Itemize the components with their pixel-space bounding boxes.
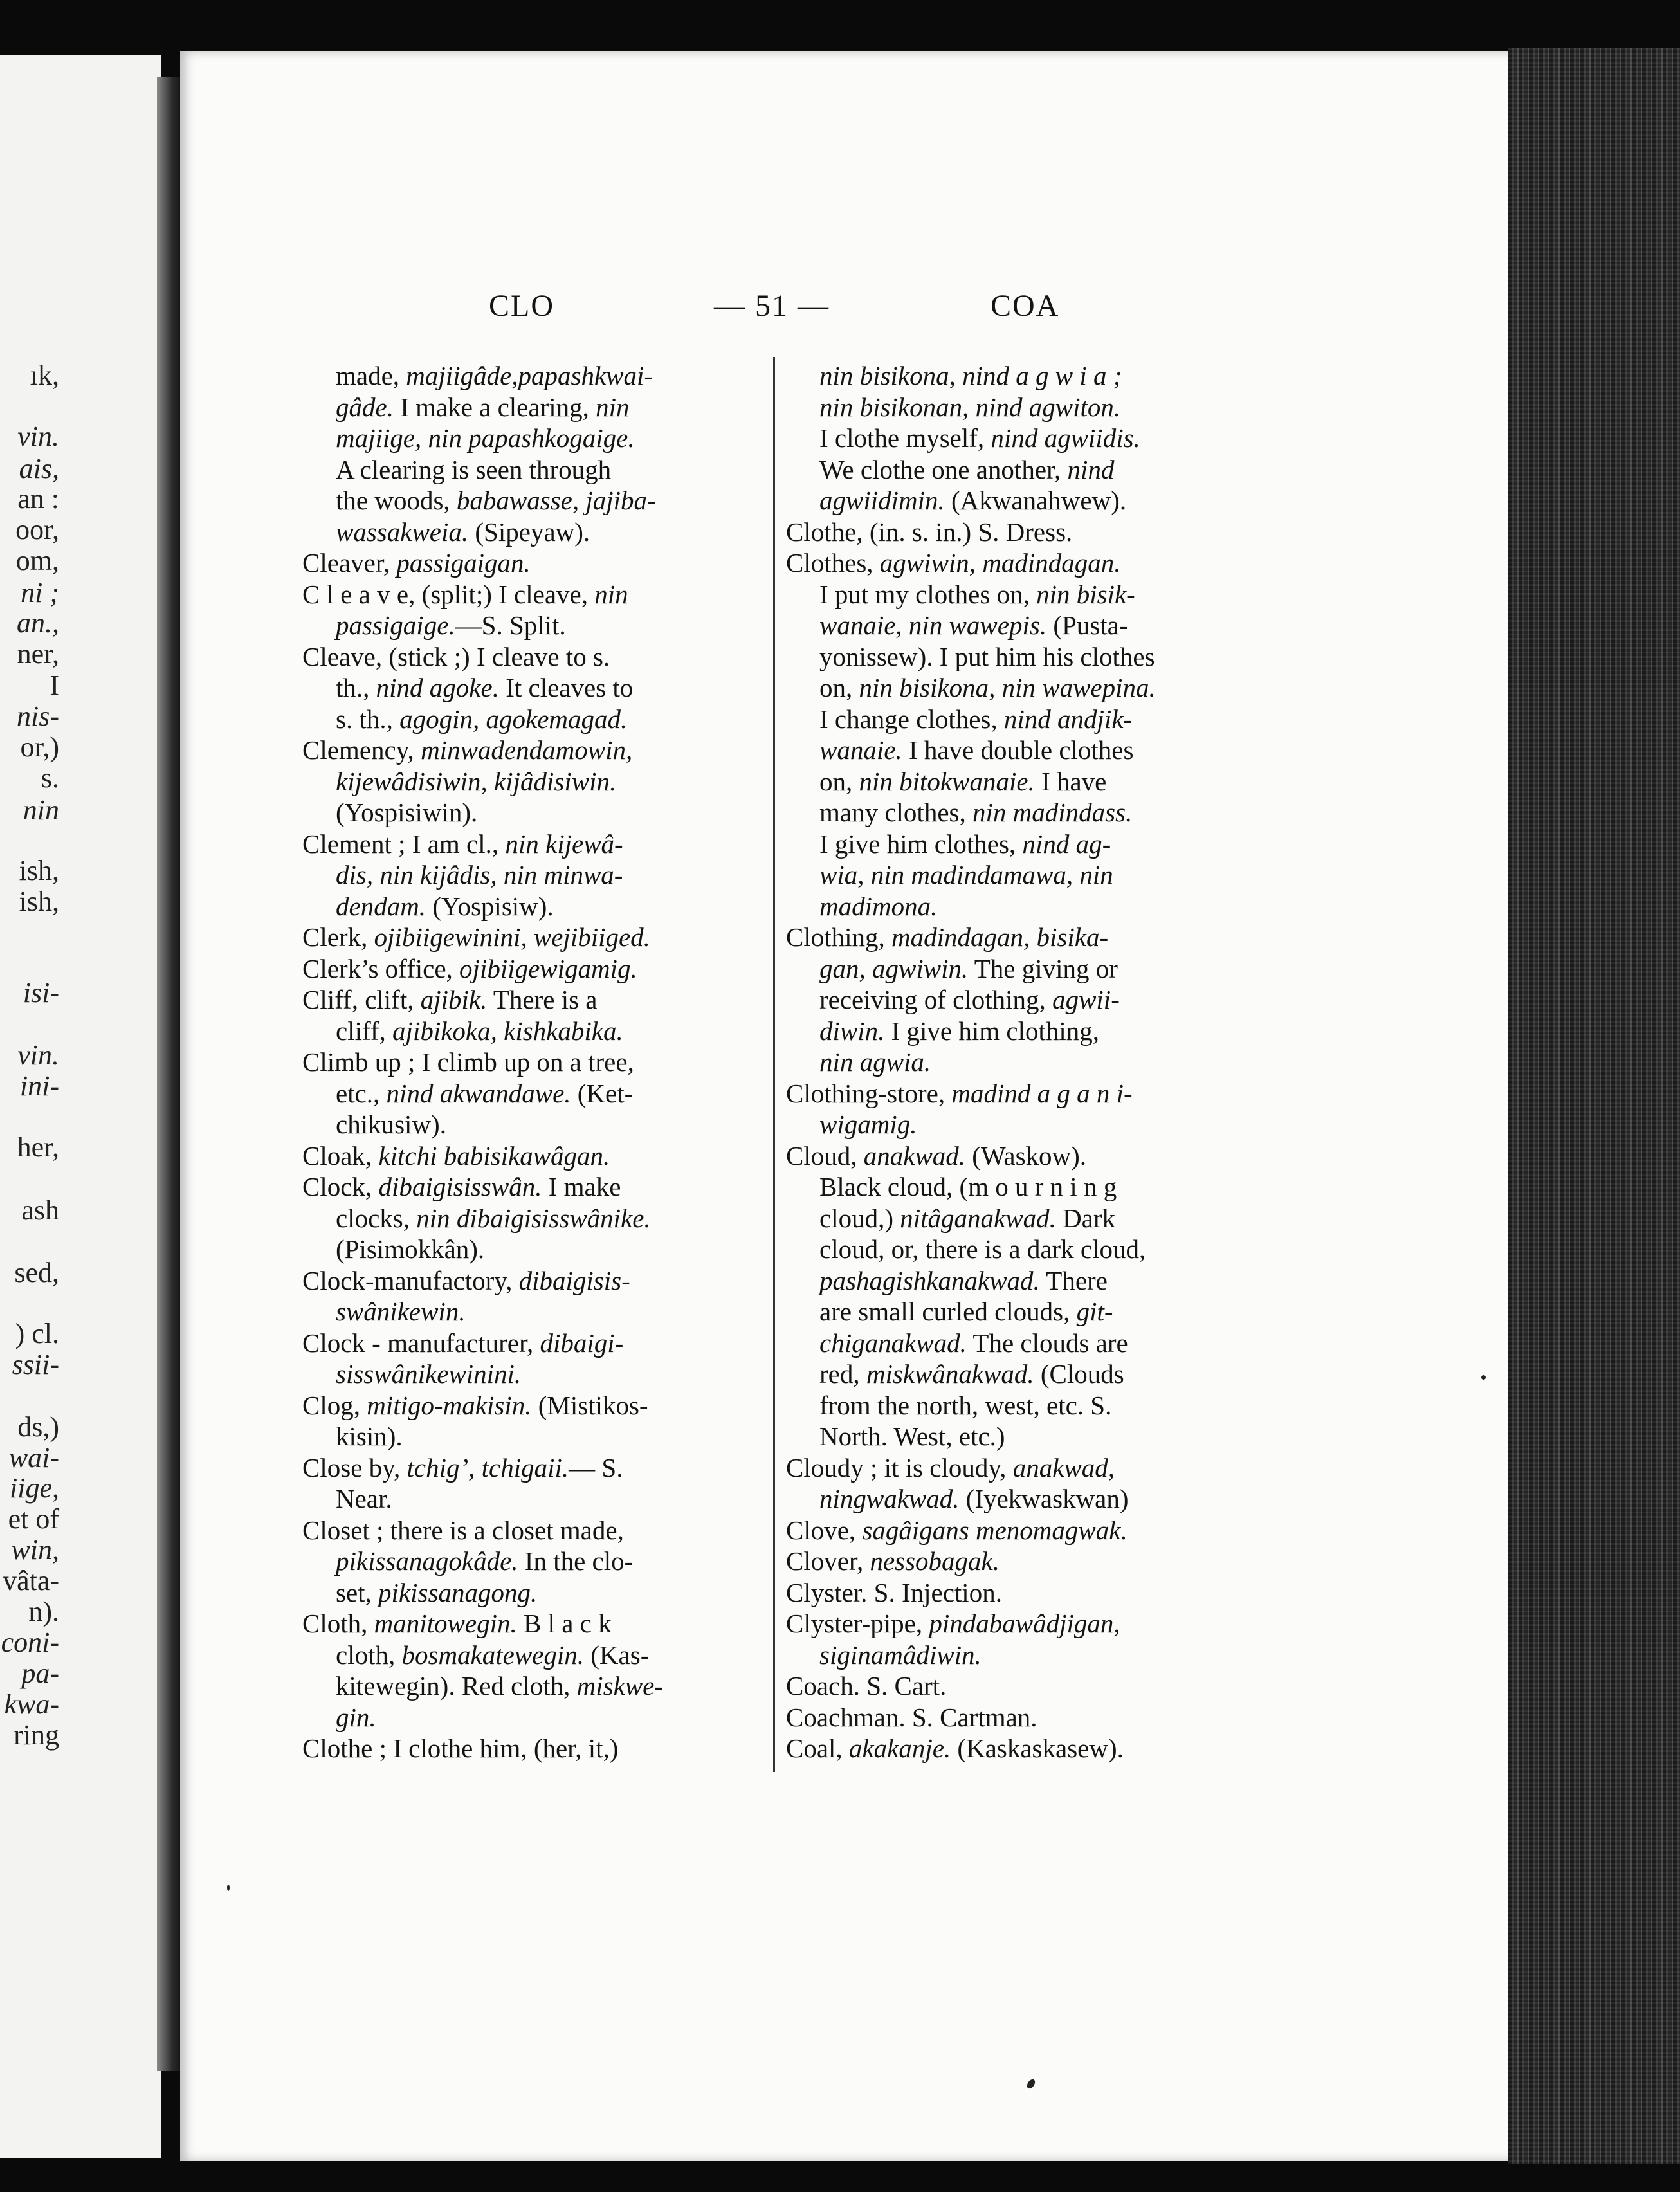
facing-page-line: her,	[17, 1131, 59, 1163]
entry-text: Black cloud, (m o u r n i n g	[819, 1172, 1117, 1201]
ojibwe-term: majiige, nin papashkogaige.	[336, 423, 635, 453]
facing-page-line: et of	[8, 1503, 59, 1535]
entry-text: There is a	[487, 985, 598, 1014]
entry-text: I have	[1034, 766, 1107, 796]
entry-line	[302, 1421, 765, 1452]
ojibwe-term: wigamig.	[819, 1110, 917, 1139]
entry-line	[302, 797, 765, 828]
entry-line	[786, 891, 1249, 922]
entry-line	[786, 579, 1249, 610]
entry-line	[302, 735, 765, 766]
facing-page-line: an.,	[17, 607, 59, 639]
facing-page-line: coni-	[1, 1627, 59, 1658]
entry-text: The giving or	[968, 953, 1118, 983]
entry-text: cliff,	[336, 1016, 393, 1046]
entry-line	[786, 392, 1249, 423]
entry-text: (Clouds	[1034, 1359, 1124, 1389]
facing-page-line: om,	[15, 545, 59, 576]
running-header	[489, 288, 1068, 327]
entry-line	[302, 828, 765, 860]
entry-text: cloud, or, there is a dark cloud,	[819, 1234, 1146, 1264]
ojibwe-term: nessobagak.	[870, 1546, 1000, 1576]
entry-line	[786, 516, 1249, 548]
facing-page-line: nis-	[17, 700, 59, 732]
entry-text: made,	[336, 361, 406, 390]
ojibwe-term: ojibiigewinini, wejibiiged.	[374, 922, 650, 952]
facing-page-line: iige,	[10, 1472, 59, 1504]
entry-text: on,	[819, 673, 859, 702]
entry-text: from the north, west, etc. S.	[819, 1390, 1112, 1420]
entry-text: s. th.,	[336, 704, 400, 734]
entry-line	[302, 1452, 765, 1484]
entry-line	[302, 392, 765, 423]
facing-page-line: wai-	[8, 1442, 59, 1474]
entry-line	[302, 1702, 765, 1733]
facing-page-line: nin	[23, 794, 59, 826]
entry-text: (Kas-	[584, 1639, 650, 1670]
entry-text: Clerk’s office,	[302, 953, 460, 983]
entry-text: Clock-manufactory,	[302, 1265, 519, 1295]
entry-text: (Pisimokkân).	[336, 1234, 485, 1264]
entry-text: Closet ; there is a closet made,	[302, 1515, 624, 1545]
facing-page-line: kwa-	[4, 1688, 59, 1720]
ink-speck	[1481, 1375, 1486, 1380]
entry-line	[786, 1577, 1249, 1609]
ojibwe-term: pikissanagokâde.	[336, 1546, 518, 1576]
page-edges	[1508, 48, 1680, 2164]
entry-line	[302, 610, 765, 641]
entry-line	[786, 360, 1249, 392]
ojibwe-term: nin bisik-	[1036, 579, 1135, 609]
entry-text: (Pusta-	[1046, 610, 1128, 640]
entry-text: (Waskow).	[965, 1140, 1087, 1171]
entry-text: Cloth,	[302, 1609, 374, 1638]
facing-page-line: isi-	[23, 977, 59, 1009]
entry-line	[786, 672, 1249, 704]
entry-text: (Mistikos-	[531, 1390, 648, 1420]
entry-line	[786, 1421, 1249, 1452]
ojibwe-term: nind andjik-	[1003, 704, 1133, 734]
entry-text: Clyster. S. Injection.	[786, 1577, 1002, 1607]
ojibwe-term: gin.	[336, 1702, 376, 1732]
entry-line	[786, 454, 1249, 486]
ojibwe-term: miskwe-	[576, 1671, 663, 1701]
facing-page-line: or,)	[20, 731, 59, 763]
entry-line	[302, 1639, 765, 1671]
ojibwe-term: anakwad.	[863, 1140, 966, 1171]
ojibwe-term: nin bisikona, nind a g w i a ;	[819, 361, 1122, 390]
entry-line	[786, 1483, 1249, 1515]
ojibwe-term: nin bisikona, nin wawepina.	[859, 673, 1156, 702]
entry-line	[786, 423, 1249, 454]
entry-line	[302, 1016, 765, 1047]
entry-text: —S. Split.	[455, 610, 566, 640]
entry-text: yonissew). I put him his clothes	[819, 641, 1155, 671]
entry-text: We clothe one another,	[819, 454, 1068, 484]
facing-page-line: pa-	[21, 1658, 59, 1689]
entry-text: — S.	[569, 1452, 623, 1483]
entry-line	[786, 1234, 1249, 1265]
facing-page-line: ni ;	[21, 577, 59, 608]
ojibwe-term: nin agwia.	[819, 1047, 931, 1077]
entry-line	[786, 984, 1249, 1016]
entry-line	[302, 423, 765, 454]
entry-text: Clock,	[302, 1172, 379, 1201]
ojibwe-term: nitâganakwad.	[900, 1203, 1056, 1233]
entry-line	[302, 1608, 765, 1639]
ojibwe-term: dis, nin kijâdis, nin minwa-	[336, 860, 623, 890]
entry-line	[786, 1140, 1249, 1172]
entry-line	[786, 1702, 1249, 1733]
entry-line	[302, 579, 765, 610]
facing-page-line: vâta-	[3, 1565, 59, 1596]
entry-line	[786, 1046, 1249, 1078]
ojibwe-term: pindabawâdjigan,	[929, 1609, 1120, 1638]
ojibwe-term: agwiwin, madindagan.	[879, 548, 1121, 578]
facing-page-line: ner,	[17, 638, 59, 670]
entry-text: I give him clothes,	[819, 828, 1023, 859]
entry-text: Clerk,	[302, 922, 374, 952]
entry-text: I make a clearing,	[393, 392, 596, 422]
entry-text: Clove,	[786, 1515, 863, 1545]
entry-line	[302, 641, 765, 673]
entry-line	[302, 1515, 765, 1546]
entry-line	[786, 1109, 1249, 1140]
ojibwe-term: diwin.	[819, 1016, 885, 1046]
ojibwe-term: akakanje.	[848, 1733, 951, 1763]
entry-text: Clothing-store,	[786, 1078, 952, 1108]
entry-text: Clog,	[302, 1390, 367, 1420]
entry-line	[302, 1296, 765, 1328]
ojibwe-term: nin	[596, 392, 630, 422]
ojibwe-term: babawasse, jajiba-	[456, 486, 656, 515]
ojibwe-term: kijewâdisiwin, kijâdisiwin.	[336, 766, 617, 796]
entry-text: Cloak,	[302, 1140, 379, 1171]
entry-text: I give him clothing,	[884, 1016, 1100, 1046]
entry-line	[302, 859, 765, 891]
entry-line	[786, 704, 1249, 735]
facing-page-line: ish,	[19, 855, 59, 886]
ojibwe-term: kitchi babisikawâgan.	[378, 1140, 610, 1171]
ojibwe-term: wia, nin madindamawa, nin	[819, 860, 1113, 890]
ojibwe-term: anakwad,	[1012, 1452, 1115, 1483]
entry-text: Clothe, (in. s. in.) S. Dress.	[786, 516, 1073, 547]
entry-line	[302, 1670, 765, 1702]
ojibwe-term: nin	[594, 579, 628, 609]
entry-line	[786, 485, 1249, 516]
entry-text: There	[1039, 1265, 1108, 1295]
ojibwe-term: siginamâdiwin.	[819, 1639, 982, 1670]
entry-line	[786, 1171, 1249, 1203]
ojibwe-term: wanaie.	[819, 735, 902, 765]
entry-line	[786, 1670, 1249, 1702]
entry-text: Coachman. S. Cartman.	[786, 1702, 1037, 1732]
entry-text: clocks,	[336, 1203, 417, 1233]
ojibwe-term: swânikewin.	[336, 1297, 466, 1326]
ojibwe-term: sisswânikewinini.	[336, 1359, 522, 1389]
entry-line	[786, 1296, 1249, 1328]
entry-text: chikusiw).	[336, 1110, 446, 1139]
entry-text: Clement ; I am cl.,	[302, 828, 506, 859]
entry-text: (Sipeyaw).	[468, 516, 590, 547]
entry-line	[302, 547, 765, 579]
ojibwe-term: nin madindass.	[972, 798, 1133, 827]
entry-line	[302, 891, 765, 922]
entry-text: Dark	[1055, 1203, 1116, 1233]
entry-line	[302, 485, 765, 516]
entry-line	[302, 704, 765, 735]
column-rule	[773, 357, 775, 1772]
entry-text: I clothe myself,	[819, 423, 991, 453]
entry-text: Climb up ; I climb up on a tree,	[302, 1047, 634, 1077]
entry-text: kitewegin). Red cloth,	[336, 1671, 577, 1701]
entry-line	[302, 984, 765, 1016]
entry-text: kisin).	[336, 1421, 403, 1451]
entry-text: Clothing,	[786, 922, 892, 952]
ojibwe-term: miskwânakwad.	[866, 1359, 1034, 1389]
ojibwe-term: nind agwiidis.	[991, 423, 1140, 453]
entry-line	[786, 1358, 1249, 1390]
entry-line	[786, 1265, 1249, 1297]
ojibwe-term: nind	[1067, 454, 1115, 484]
entry-line	[302, 1109, 765, 1140]
entry-line	[302, 1483, 765, 1515]
header-last-word: COA	[991, 289, 1060, 323]
ojibwe-term: nind akwandawe.	[386, 1078, 571, 1108]
entry-line	[302, 1171, 765, 1203]
entry-line	[302, 1546, 765, 1577]
entry-text: (Ket-	[571, 1078, 634, 1108]
facing-page-line: ring	[14, 1719, 59, 1751]
entry-line	[786, 1639, 1249, 1671]
entry-text: on,	[819, 766, 859, 796]
facing-page-line: vin.	[17, 421, 59, 452]
entry-line	[302, 454, 765, 486]
entry-line	[302, 1046, 765, 1078]
entry-text: Clyster-pipe,	[786, 1609, 929, 1638]
facing-page-line: ssii-	[12, 1349, 59, 1380]
entry-line	[786, 828, 1249, 860]
entry-text: are small curled clouds,	[819, 1297, 1077, 1326]
ojibwe-term: git-	[1076, 1297, 1113, 1326]
entry-text: Clemency,	[302, 735, 421, 765]
entry-line	[786, 1452, 1249, 1484]
entry-line	[302, 1390, 765, 1421]
ojibwe-term: madindagan, bisika-	[891, 922, 1109, 952]
entry-line	[786, 922, 1249, 953]
entry-line	[302, 1577, 765, 1609]
entry-text: Clothe ; I clothe him, (her, it,)	[302, 1733, 619, 1763]
entry-text: Cleave, (stick ;) I cleave to s.	[302, 641, 610, 671]
entry-text: I put my clothes on,	[819, 579, 1037, 609]
facing-page-line: sed,	[14, 1257, 59, 1288]
entry-line	[786, 1328, 1249, 1359]
entry-line	[786, 610, 1249, 641]
ojibwe-term: nind agoke.	[376, 673, 499, 702]
page-number: — 51 —	[714, 289, 830, 323]
ojibwe-term: majiigâde,papashkwai-	[406, 361, 653, 390]
entry-line	[302, 766, 765, 798]
facing-page-line: ık,	[30, 360, 59, 391]
entry-text: Cliff, clift,	[302, 985, 421, 1014]
entry-line	[786, 766, 1249, 798]
ojibwe-term: wanaie, nin wawepis.	[819, 610, 1047, 640]
header-first-word: CLO	[489, 289, 554, 323]
ojibwe-term: gâde.	[336, 392, 394, 422]
ojibwe-term: madimona.	[819, 891, 938, 921]
ojibwe-term: gan, agwiwin.	[819, 953, 969, 983]
entry-line	[786, 953, 1249, 985]
facing-page-line: vin.	[17, 1039, 59, 1071]
entry-text: Cloudy ; it is cloudy,	[786, 1452, 1013, 1483]
entry-line	[302, 1234, 765, 1265]
entry-line	[302, 1078, 765, 1110]
entry-line	[302, 1733, 765, 1764]
entry-text: Cloud,	[786, 1140, 864, 1171]
entry-line	[786, 1515, 1249, 1546]
entry-text: (Yospisiwin).	[336, 798, 478, 827]
entry-text: Near.	[336, 1484, 392, 1513]
entry-text: (Akwanahwew).	[944, 486, 1127, 515]
entry-text: A clearing is seen through	[336, 454, 612, 484]
entry-line	[786, 797, 1249, 828]
ojibwe-term: agwii-	[1052, 985, 1120, 1014]
ojibwe-term: ajibikoka, kishkabika.	[392, 1016, 623, 1046]
entry-line	[786, 547, 1249, 579]
entry-text: receiving of clothing,	[819, 985, 1053, 1014]
ojibwe-term: dibaigisis-	[518, 1265, 630, 1295]
entries-column-right	[786, 360, 1249, 1764]
entry-text: Clock - manufacturer,	[302, 1328, 540, 1358]
ojibwe-term: minwadendamowin,	[421, 735, 633, 765]
entry-line	[302, 672, 765, 704]
entry-text: cloth,	[336, 1639, 402, 1670]
entry-line	[786, 859, 1249, 891]
ojibwe-term: wassakweia.	[336, 516, 469, 547]
facing-page-line: an :	[17, 483, 59, 515]
entry-text: I have double clothes	[902, 735, 1134, 765]
ojibwe-term: sagâigans menomagwak.	[862, 1515, 1128, 1545]
entry-text: set,	[336, 1577, 379, 1607]
facing-page-line: ) cl.	[15, 1318, 59, 1349]
entry-line	[302, 1358, 765, 1390]
ojibwe-term: agogin, agokemagad.	[399, 704, 628, 734]
entry-text: the woods,	[336, 486, 457, 515]
entry-line	[786, 1733, 1249, 1764]
entry-line	[302, 1203, 765, 1234]
ojibwe-term: pashagishkanakwad.	[819, 1265, 1040, 1295]
ojibwe-term: bosmakatewegin.	[401, 1639, 585, 1670]
ojibwe-term: agwiidimin.	[819, 486, 945, 515]
entry-text: The clouds are	[966, 1328, 1128, 1358]
facing-page-line: n).	[28, 1596, 59, 1627]
facing-page-line: I	[50, 670, 59, 701]
entry-line	[786, 1078, 1249, 1110]
ojibwe-term: passigaigan.	[396, 548, 531, 578]
entry-line	[302, 922, 765, 953]
entry-text: Clover,	[786, 1546, 870, 1576]
entry-text: Clothes,	[786, 548, 880, 578]
entry-line	[302, 1140, 765, 1172]
ojibwe-term: tchig’, tchigaii.	[406, 1452, 569, 1483]
ojibwe-term: ajibik.	[420, 985, 488, 1014]
entry-text: B l a c k	[516, 1609, 612, 1638]
ojibwe-term: dendam.	[336, 891, 426, 921]
entries-column-left	[302, 360, 765, 1764]
facing-page-line: ini-	[19, 1070, 59, 1102]
entry-text: th.,	[336, 673, 376, 702]
facing-page-line: ish,	[19, 886, 59, 917]
ojibwe-term: ningwakwad.	[819, 1484, 960, 1513]
entry-text: C l e a v e, (split;) I cleave,	[302, 579, 595, 609]
entry-text: cloud,)	[819, 1203, 900, 1233]
ojibwe-term: madind a g a n i-	[951, 1078, 1133, 1108]
ojibwe-term: nin kijewâ-	[505, 828, 623, 859]
entry-line	[302, 516, 765, 548]
ojibwe-term: nind ag-	[1022, 828, 1111, 859]
entry-text: I make	[542, 1172, 621, 1201]
book-gutter	[157, 77, 183, 2071]
entry-line	[786, 1390, 1249, 1421]
entry-line	[786, 641, 1249, 673]
ojibwe-term: dibaigisisswân.	[378, 1172, 542, 1201]
facing-page-line: ds,)	[17, 1411, 59, 1443]
entry-text: It cleaves to	[498, 673, 634, 702]
facing-page-fragment	[0, 55, 161, 2158]
ojibwe-term: ojibiigewigamig.	[459, 953, 637, 983]
entry-line	[302, 1265, 765, 1297]
entry-text: etc.,	[336, 1078, 387, 1108]
ojibwe-term: passigaige.	[336, 610, 455, 640]
entry-line	[302, 360, 765, 392]
ojibwe-term: mitigo-makisin.	[367, 1390, 532, 1420]
ojibwe-term: nin dibaigisisswânike.	[416, 1203, 651, 1233]
ojibwe-term: manitowegin.	[374, 1609, 517, 1638]
ojibwe-term: pikissanagong.	[378, 1577, 538, 1607]
ink-speck	[227, 1885, 230, 1891]
entry-text: Cleaver,	[302, 548, 397, 578]
entry-text: many clothes,	[819, 798, 972, 827]
ojibwe-term: dibaigi-	[540, 1328, 624, 1358]
entry-text: Close by,	[302, 1452, 407, 1483]
facing-page-line: ash	[21, 1194, 59, 1226]
entry-line	[786, 1608, 1249, 1639]
entry-text: (Kaskaskasew).	[951, 1733, 1124, 1763]
facing-page-line: oor,	[15, 514, 59, 545]
entry-line	[302, 953, 765, 985]
entry-text: Coal,	[786, 1733, 849, 1763]
facing-page-line: s.	[41, 762, 59, 794]
ojibwe-term: nin bisikonan, nind agwiton.	[819, 392, 1121, 422]
entry-line	[786, 1016, 1249, 1047]
entry-line	[302, 1328, 765, 1359]
entry-text: Coach. S. Cart.	[786, 1671, 947, 1701]
ojibwe-term: nin bitokwanaie.	[859, 766, 1035, 796]
entry-text: (Iyekwaskwan)	[959, 1484, 1129, 1513]
entry-line	[786, 1546, 1249, 1577]
facing-page-line: win,	[11, 1534, 59, 1566]
entry-text: (Yospisiw).	[426, 891, 554, 921]
entry-line	[786, 735, 1249, 766]
ojibwe-term: chiganakwad.	[819, 1328, 967, 1358]
entry-text: red,	[819, 1359, 866, 1389]
entry-text: In the clo-	[518, 1546, 634, 1576]
entry-text: North. West, etc.)	[819, 1421, 1005, 1451]
entry-line	[786, 1203, 1249, 1234]
entry-text: I change clothes,	[819, 704, 1004, 734]
facing-page-line: ais,	[19, 453, 59, 484]
